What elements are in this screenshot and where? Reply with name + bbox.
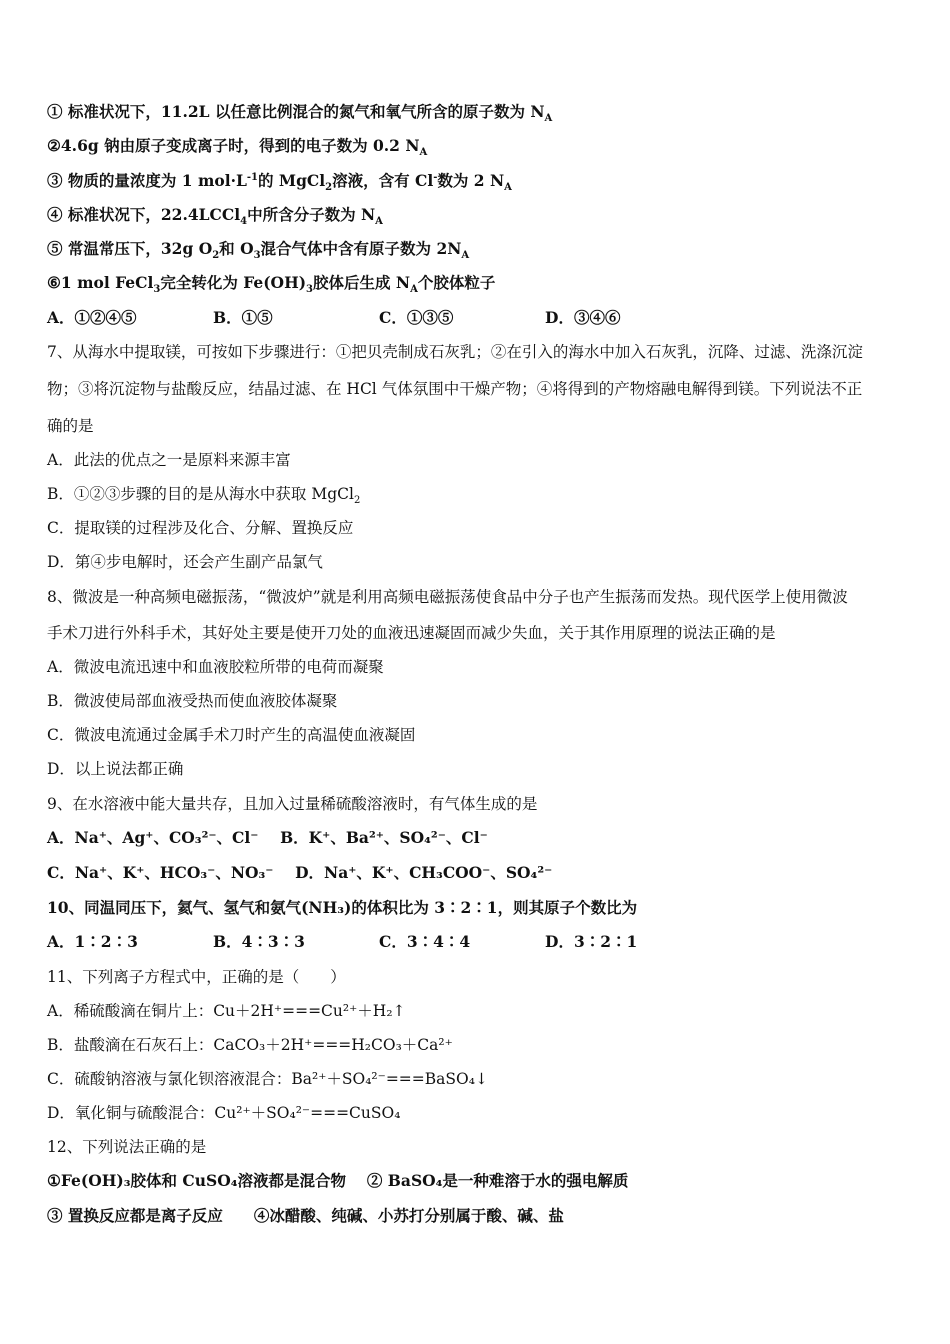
q7-option-a[interactable]: A．此法的优点之一是原料来源丰富	[47, 451, 291, 469]
q6-options	[47, 307, 906, 329]
q11-option-a[interactable]: A．稀硫酸滴在铜片上：Cu＋2H⁺===Cu²⁺＋H₂↑	[47, 1002, 406, 1020]
q11-option-b[interactable]: B．盐酸滴在石灰石上：CaCO₃＋2H⁺===H₂CO₃＋Ca²⁺	[47, 1036, 453, 1054]
q11-option-d[interactable]: D．氧化铜与硫酸混合：Cu²⁺＋SO₄²⁻===CuSO₄	[47, 1104, 401, 1122]
q6-statement-2: ②4.6g 钠由原子变成离子时，得到的电子数为 0.2 $N_A$	[47, 136, 428, 159]
q11-stem: 11、下列离子方程式中，正确的是（ ）	[47, 968, 346, 986]
q8-stem-line-2: 手术刀进行外科手术，其好处主要是使开刀处的血液迅速凝固而减少失血，关于其作用原理的说法正确的是	[47, 624, 776, 642]
q6-statement-1: ① 标准状况下，11.2L 以任意比例混合的氮气和氧气所含的原子数为 $N_A$	[47, 102, 553, 125]
q6-statement-4: ④ 标准状况下，22.4LCCl$_4$中所含分子数为 $N_A$	[47, 205, 383, 228]
q7-stem-line-2: 物；③将沉淀物与盐酸反应，结晶过滤、在 HCl 气体氛围中干燥产物；④将得到的产物熔融电解得到镁。下列说法不正	[47, 380, 863, 398]
q7-option-d[interactable]: D．第④步电解时，还会产生副产品氯气	[47, 553, 323, 571]
q9-stem: 9、在水溶液中能大量共存，且加入过量稀硫酸溶液时，有气体生成的是	[47, 795, 538, 813]
q9-option-c[interactable]: C．Na⁺、K⁺、HCO₃⁻、NO₃⁻	[47, 863, 274, 882]
q6-statement-3: ③ 物质的量浓度为 1 $mol\cdot L^{-1}$的 MgCl$_2$溶液，含有 Cl-数为 2 $N_A$	[47, 171, 512, 194]
q8-option-b[interactable]: B．微波使局部血液受热而使血液胶体凝聚	[47, 692, 338, 710]
q6-statement-5: ⑤ 常温常压下，32g $O_2$和 $O_3$混合气体中含有原子数为 $2N_A$	[47, 239, 470, 262]
q8-option-c[interactable]: C．微波电流通过金属手术刀时产生的高温使血液凝固	[47, 726, 416, 744]
q10-options	[47, 931, 906, 953]
q8-option-d[interactable]: D．以上说法都正确	[47, 760, 184, 778]
q11-option-c[interactable]: C．硫酸钠溶液与氯化钡溶液混合：Ba²⁺＋SO₄²⁻===BaSO₄↓	[47, 1070, 488, 1088]
q9-option-b[interactable]: B．K⁺、Ba²⁺、SO₄²⁻、Cl⁻	[280, 828, 488, 847]
q7-stem-line-3: 确的是	[47, 417, 94, 435]
q6-statement-6: ⑥1 mol FeCl$_3$完全转化为 $Fe(OH)_3$胶体后生成 $N_A$个胶体粒子	[47, 273, 496, 296]
q6-option-c[interactable]: C．①③⑤	[379, 308, 454, 327]
q10-stem: 10、同温同压下，氦气、氢气和氨气(NH₃)的体积比为 3∶2∶1，则其原子个数比为	[47, 898, 638, 917]
q10-option-c[interactable]: C．3∶4∶4	[379, 932, 471, 951]
q10-option-b[interactable]: B．4∶3∶3	[213, 932, 305, 951]
q9-option-d[interactable]: D．Na⁺、K⁺、CH₃COO⁻、SO₄²⁻	[295, 863, 553, 882]
q6-option-d[interactable]: D．③④⑥	[545, 308, 621, 327]
q12-statement-1: ①Fe(OH)₃胶体和 CuSO₄溶液都是混合物 ② BaSO₄是一种难溶于水的强电解质	[47, 1171, 629, 1190]
q12-stem: 12、下列说法正确的是	[47, 1138, 207, 1156]
q8-stem-line-1: 8、微波是一种高频电磁振荡，“微波炉”就是利用高频电磁振荡使食品中分子也产生振荡而发热。现代医学上使用微波	[47, 588, 848, 606]
q9-option-a[interactable]: A．Na⁺、Ag⁺、CO₃²⁻、Cl⁻	[47, 828, 259, 847]
q7-stem-line-1: 7、从海水中提取镁，可按如下步骤进行：①把贝壳制成石灰乳；②在引入的海水中加入石灰乳，沉降、过滤、洗涤沉淀	[47, 343, 863, 361]
q8-option-a[interactable]: A．微波电流迅速中和血液胶粒所带的电荷而凝聚	[47, 658, 384, 676]
q7-option-b[interactable]: B．①②③步骤的目的是从海水中获取 MgCl$_2$	[47, 485, 361, 507]
q9-options-row-2	[47, 862, 906, 884]
q10-option-a[interactable]: A．1∶2∶3	[47, 932, 138, 951]
q6-option-a[interactable]: A．①②④⑤	[47, 308, 137, 327]
q6-option-b[interactable]: B．①⑤	[213, 308, 273, 327]
q12-statement-2: ③ 置换反应都是离子反应 ④冰醋酸、纯碱、小苏打分别属于酸、碱、盐	[47, 1206, 564, 1225]
q10-option-d[interactable]: D．3∶2∶1	[545, 932, 638, 951]
q7-option-c[interactable]: C．提取镁的过程涉及化合、分解、置换反应	[47, 519, 354, 537]
q9-options-row-1	[47, 827, 906, 849]
